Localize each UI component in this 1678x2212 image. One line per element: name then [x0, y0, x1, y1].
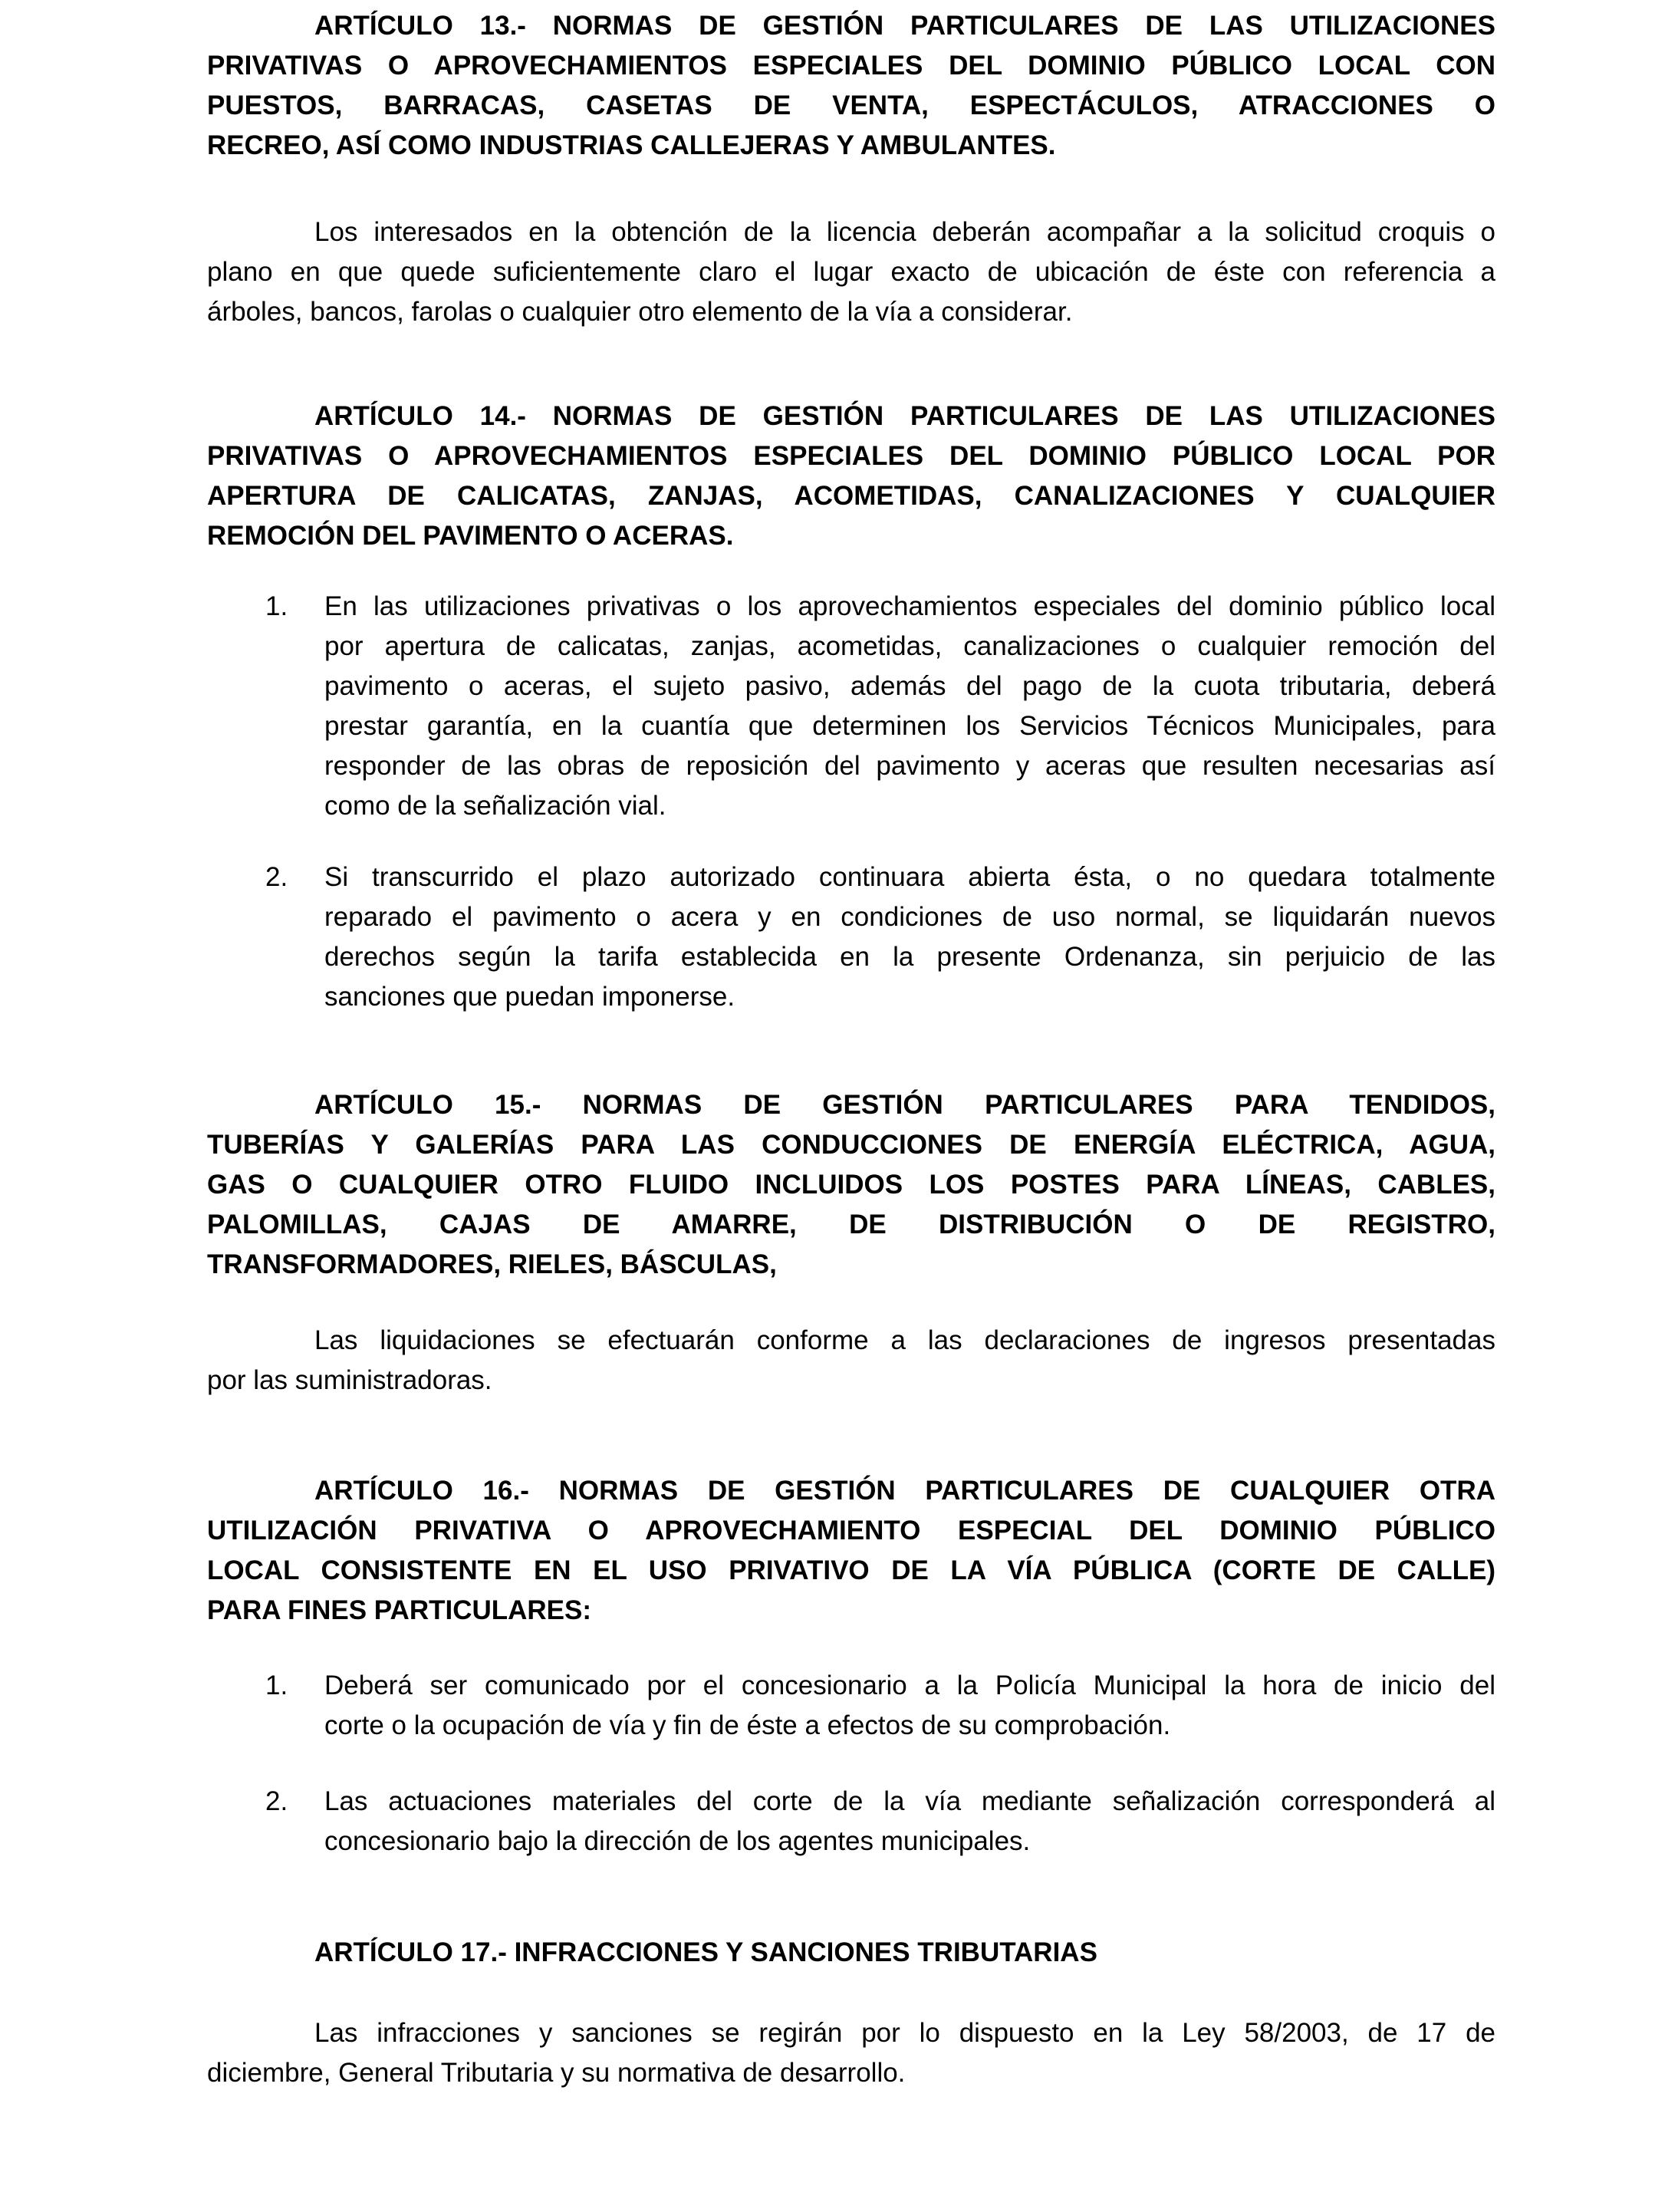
heading-line: PALOMILLAS, CAJAS DE AMARRE, DE DISTRIBUCIÓN O DE REGISTRO,: [207, 1210, 1495, 1239]
list-item-line: sanciones que puedan imponerse.: [324, 982, 735, 1012]
list-item-line: por apertura de calicatas, zanjas, acometidas, canalizaciones o cualquier remoción del: [324, 631, 1495, 661]
heading-line: UTILIZACIÓN PRIVATIVA O APROVECHAMIENTO ESPECIAL DEL DOMINIO PÚBLICO: [207, 1516, 1495, 1545]
paragraph-line: Las infracciones y sanciones se regirán por lo dispuesto en la Ley 58/2003, de 17 de: [314, 2018, 1495, 2048]
list-item-text: En las utilizaciones privativas o los aprovechamientos especiales del dominio público local: [324, 591, 1495, 621]
paragraph-line: Las liquidaciones se efectuarán conforme a las declaraciones de ingresos presentadas: [314, 1325, 1495, 1355]
article-16-item-2: [207, 1782, 1495, 1861]
article-14-item-2: [207, 857, 1495, 1017]
list-item-line: [207, 587, 1495, 627]
list-item-line: como de la señalización vial.: [324, 791, 666, 821]
list-item-text: Deberá ser comunicado por el concesionario a la Policía Municipal la hora de inicio del: [324, 1671, 1495, 1700]
list-item-number: 2.: [265, 862, 288, 892]
article-15-heading: [207, 1085, 1495, 1285]
heading-line: PRIVATIVAS O APROVECHAMIENTOS ESPECIALES DEL DOMINIO PÚBLICO LOCAL CON: [207, 51, 1495, 81]
heading-line: ARTÍCULO 13.- NORMAS DE GESTIÓN PARTICULARES DE LAS UTILIZACIONES: [314, 11, 1495, 41]
list-item-number: 1.: [265, 1671, 288, 1700]
paragraph-line: diciembre, General Tributaria y su normativa de desarrollo.: [207, 2058, 906, 2088]
article-17-heading: [207, 1933, 1495, 1973]
list-item-line: pavimento o aceras, el sujeto pasivo, además del pago de la cuota tributaria, deberá: [324, 671, 1495, 701]
list-item-line: responder de las obras de reposición del pavimento y aceras que resulten necesarias así: [324, 751, 1495, 781]
heading-line: GAS O CUALQUIER OTRO FLUIDO INCLUIDOS LOS POSTES PARA LÍNEAS, CABLES,: [207, 1170, 1495, 1200]
list-item-line: prestar garantía, en la cuantía que determinen los Servicios Técnicos Municipales, para: [324, 711, 1495, 741]
article-16-item-1: [207, 1666, 1495, 1746]
list-item-line: derechos según la tarifa establecida en la presente Ordenanza, sin perjuicio de las: [324, 942, 1495, 972]
article-14-heading: [207, 397, 1495, 556]
article-13-heading: [207, 6, 1495, 166]
heading-line: ARTÍCULO 17.- INFRACCIONES Y SANCIONES TRIBUTARIAS: [314, 1937, 1097, 1967]
heading-line: ARTÍCULO 14.- NORMAS DE GESTIÓN PARTICULARES DE LAS UTILIZACIONES: [314, 401, 1495, 431]
paragraph-line: por las suministradoras.: [207, 1365, 492, 1395]
list-item-number: 2.: [265, 1786, 288, 1816]
list-item-text: Las actuaciones materiales del corte de la vía mediante señalización corresponderá al: [324, 1786, 1495, 1816]
heading-line: TUBERÍAS Y GALERÍAS PARA LAS CONDUCCIONES DE ENERGÍA ELÉCTRICA, AGUA,: [207, 1130, 1495, 1160]
list-item-line: [207, 857, 1495, 897]
list-item-line: [207, 1782, 1495, 1822]
list-item-line: [207, 1666, 1495, 1706]
heading-line: LOCAL CONSISTENTE EN EL USO PRIVATIVO DE LA VÍA PÚBLICA (CORTE DE CALLE): [207, 1555, 1495, 1585]
list-item-line: corte o la ocupación de vía y fin de éste a efectos de su comprobación.: [324, 1710, 1171, 1740]
list-item-line: reparado el pavimento o acera y en condiciones de uso normal, se liquidarán nuevos: [324, 902, 1495, 932]
paragraph-line: plano en que quede suficientemente claro el lugar exacto de ubicación de éste con referencia a: [207, 257, 1495, 287]
article-16-heading: [207, 1471, 1495, 1631]
list-item-text: Si transcurrido el plazo autorizado continuara abierta ésta, o no quedara totalmente: [324, 862, 1495, 892]
paragraph-line: árboles, bancos, farolas o cualquier otro elemento de la vía a considerar.: [207, 297, 1073, 327]
heading-line: APERTURA DE CALICATAS, ZANJAS, ACOMETIDAS, CANALIZACIONES Y CUALQUIER: [207, 481, 1495, 511]
heading-line: ARTÍCULO 16.- NORMAS DE GESTIÓN PARTICULARES DE CUALQUIER OTRA: [314, 1476, 1495, 1506]
list-item-line: concesionario bajo la dirección de los agentes municipales.: [324, 1826, 1031, 1856]
paragraph-line: Los interesados en la obtención de la licencia deberán acompañar a la solicitud croquis o: [314, 217, 1495, 247]
heading-line: REMOCIÓN DEL PAVIMENTO O ACERAS.: [207, 521, 734, 551]
article-17-paragraph: [207, 2013, 1495, 2093]
article-14-item-1: [207, 587, 1495, 826]
heading-line: PRIVATIVAS O APROVECHAMIENTOS ESPECIALES DEL DOMINIO PÚBLICO LOCAL POR: [207, 441, 1495, 471]
article-13-paragraph: [207, 212, 1495, 332]
heading-line: ARTÍCULO 15.- NORMAS DE GESTIÓN PARTICULARES PARA TENDIDOS,: [314, 1090, 1495, 1120]
article-15-paragraph: [207, 1321, 1495, 1401]
heading-line: PUESTOS, BARRACAS, CASETAS DE VENTA, ESPECTÁCULOS, ATRACCIONES O: [207, 91, 1495, 120]
heading-line: TRANSFORMADORES, RIELES, BÁSCULAS,: [207, 1249, 777, 1279]
list-item-number: 1.: [265, 591, 288, 621]
heading-line: PARA FINES PARTICULARES:: [207, 1595, 592, 1625]
heading-line: RECREO, ASÍ COMO INDUSTRIAS CALLEJERAS Y AMBULANTES.: [207, 130, 1056, 160]
